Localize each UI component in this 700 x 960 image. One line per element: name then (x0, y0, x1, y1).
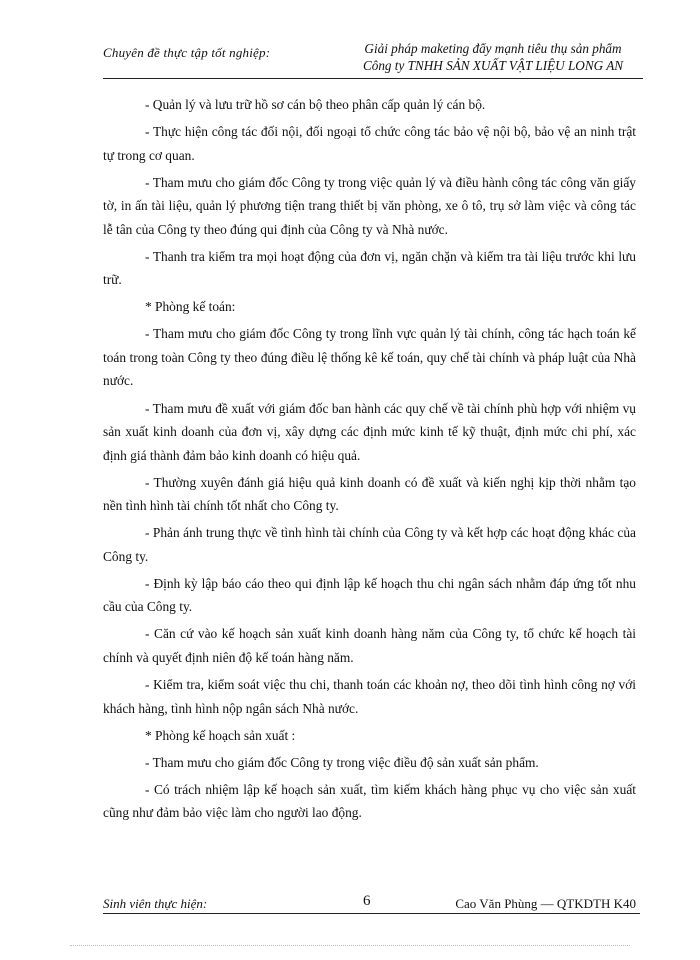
paragraph: - Định kỳ lập báo cáo theo qui định lập kế hoạch thu chi ngân sách nhằm đáp ứng tốt nhu cầu của Công ty. (103, 575, 636, 615)
footer-student-label: Sinh viên thực hiện: (103, 896, 208, 911)
paragraph: - Có trách nhiệm lập kế hoạch sản xuất, tìm kiếm khách hàng phục vụ cho việc sản xuất cũng như đảm bảo việc làm cho người lao động. (103, 781, 636, 821)
paragraph: - Tham mưu đề xuất với giám đốc ban hành các quy chế về tài chính phù hợp với nhiệm vụ sản xuất kinh doanh của đơn vị, xây dựng các định mức kinh tế kỹ thuật, định mức chi phí, xác định giá thành đảm bảo kinh doanh có hiệu quả. (103, 400, 636, 463)
paragraph: - Kiểm tra, kiểm soát việc thu chi, thanh toán các khoản nợ, theo dõi tình hình công nợ với khách hàng, tình hình nộp ngân sách Nhà nước. (103, 677, 636, 716)
header-report-type: Chuyên đề thực tập tốt nghiệp: (103, 45, 271, 60)
paragraph: - Thực hiện công tác đối nội, đối ngoại tổ chức công tác bảo vệ nội bộ, bảo vệ an ninh trật tự trong cơ quan. (103, 124, 636, 163)
header-title-line-2: Công ty TNHH SẢN XUẤT VẬT LIỆU LONG AN (362, 58, 624, 73)
paragraph: - Thanh tra kiểm tra mọi hoạt động của đơn vị, ngăn chặn và kiểm tra tài liệu trước khi lưu trữ. (103, 248, 636, 288)
paragraph: - Thường xuyên đánh giá hiệu quả kinh doanh có đề xuất và kiến nghị kịp thời nhằm tạo nền tình hình tài chính tốt nhất cho Công ty. (103, 474, 636, 514)
paragraph: - Quản lý và lưu trữ hồ sơ cán bộ theo phân cấp quản lý cán bộ. (145, 97, 486, 112)
header-report-title (343, 40, 643, 74)
paragraph: - Tham mưu cho giám đốc Công ty trong lĩnh vực quản lý tài chính, công tác hạch toán kế toán trong toàn Công ty theo đúng điều lệ thống kê kế toán, quy chế tài chính và pháp luật của Nhà nước. (103, 326, 636, 389)
paragraph: - Tham mưu cho giám đốc Công ty trong việc điều độ sản xuất sản phẩm. (145, 754, 539, 770)
page-header (103, 38, 643, 79)
page-footer (103, 893, 640, 914)
paragraph: - Tham mưu cho giám đốc Công ty trong việc quản lý và điều hành công tác công văn giấy tờ, in ấn tài liệu, quản lý phương tiện trang thiết bị văn phòng, xe ô tô, trụ sở làm việc và công tác lễ tân của Công ty theo đúng qui định của Công ty và Nhà nước. (103, 174, 636, 237)
paragraph: - Căn cứ vào kế hoạch sản xuất kinh doanh hàng năm của Công ty, tổ chức kế hoạch tài chính và quyết định niên độ kế toán hàng năm. (103, 626, 636, 665)
page-bottom-divider (70, 945, 630, 946)
page-number: 6 (363, 893, 371, 909)
section-heading-accounting: * Phòng kế toán: (145, 299, 236, 315)
header-title-line-1: Giải pháp maketing đẩy mạnh tiêu thụ sản phẩm (364, 41, 622, 56)
body-text (103, 93, 636, 828)
section-heading-production-planning: * Phòng kế hoạch sản xuất : (145, 727, 296, 743)
paragraph: - Phản ánh trung thực về tình hình tài chính của Công ty và kết hợp các hoạt động khác của Công ty. (103, 525, 636, 564)
footer-author: Cao Văn Phùng — QTKDTH K40 (455, 896, 636, 911)
